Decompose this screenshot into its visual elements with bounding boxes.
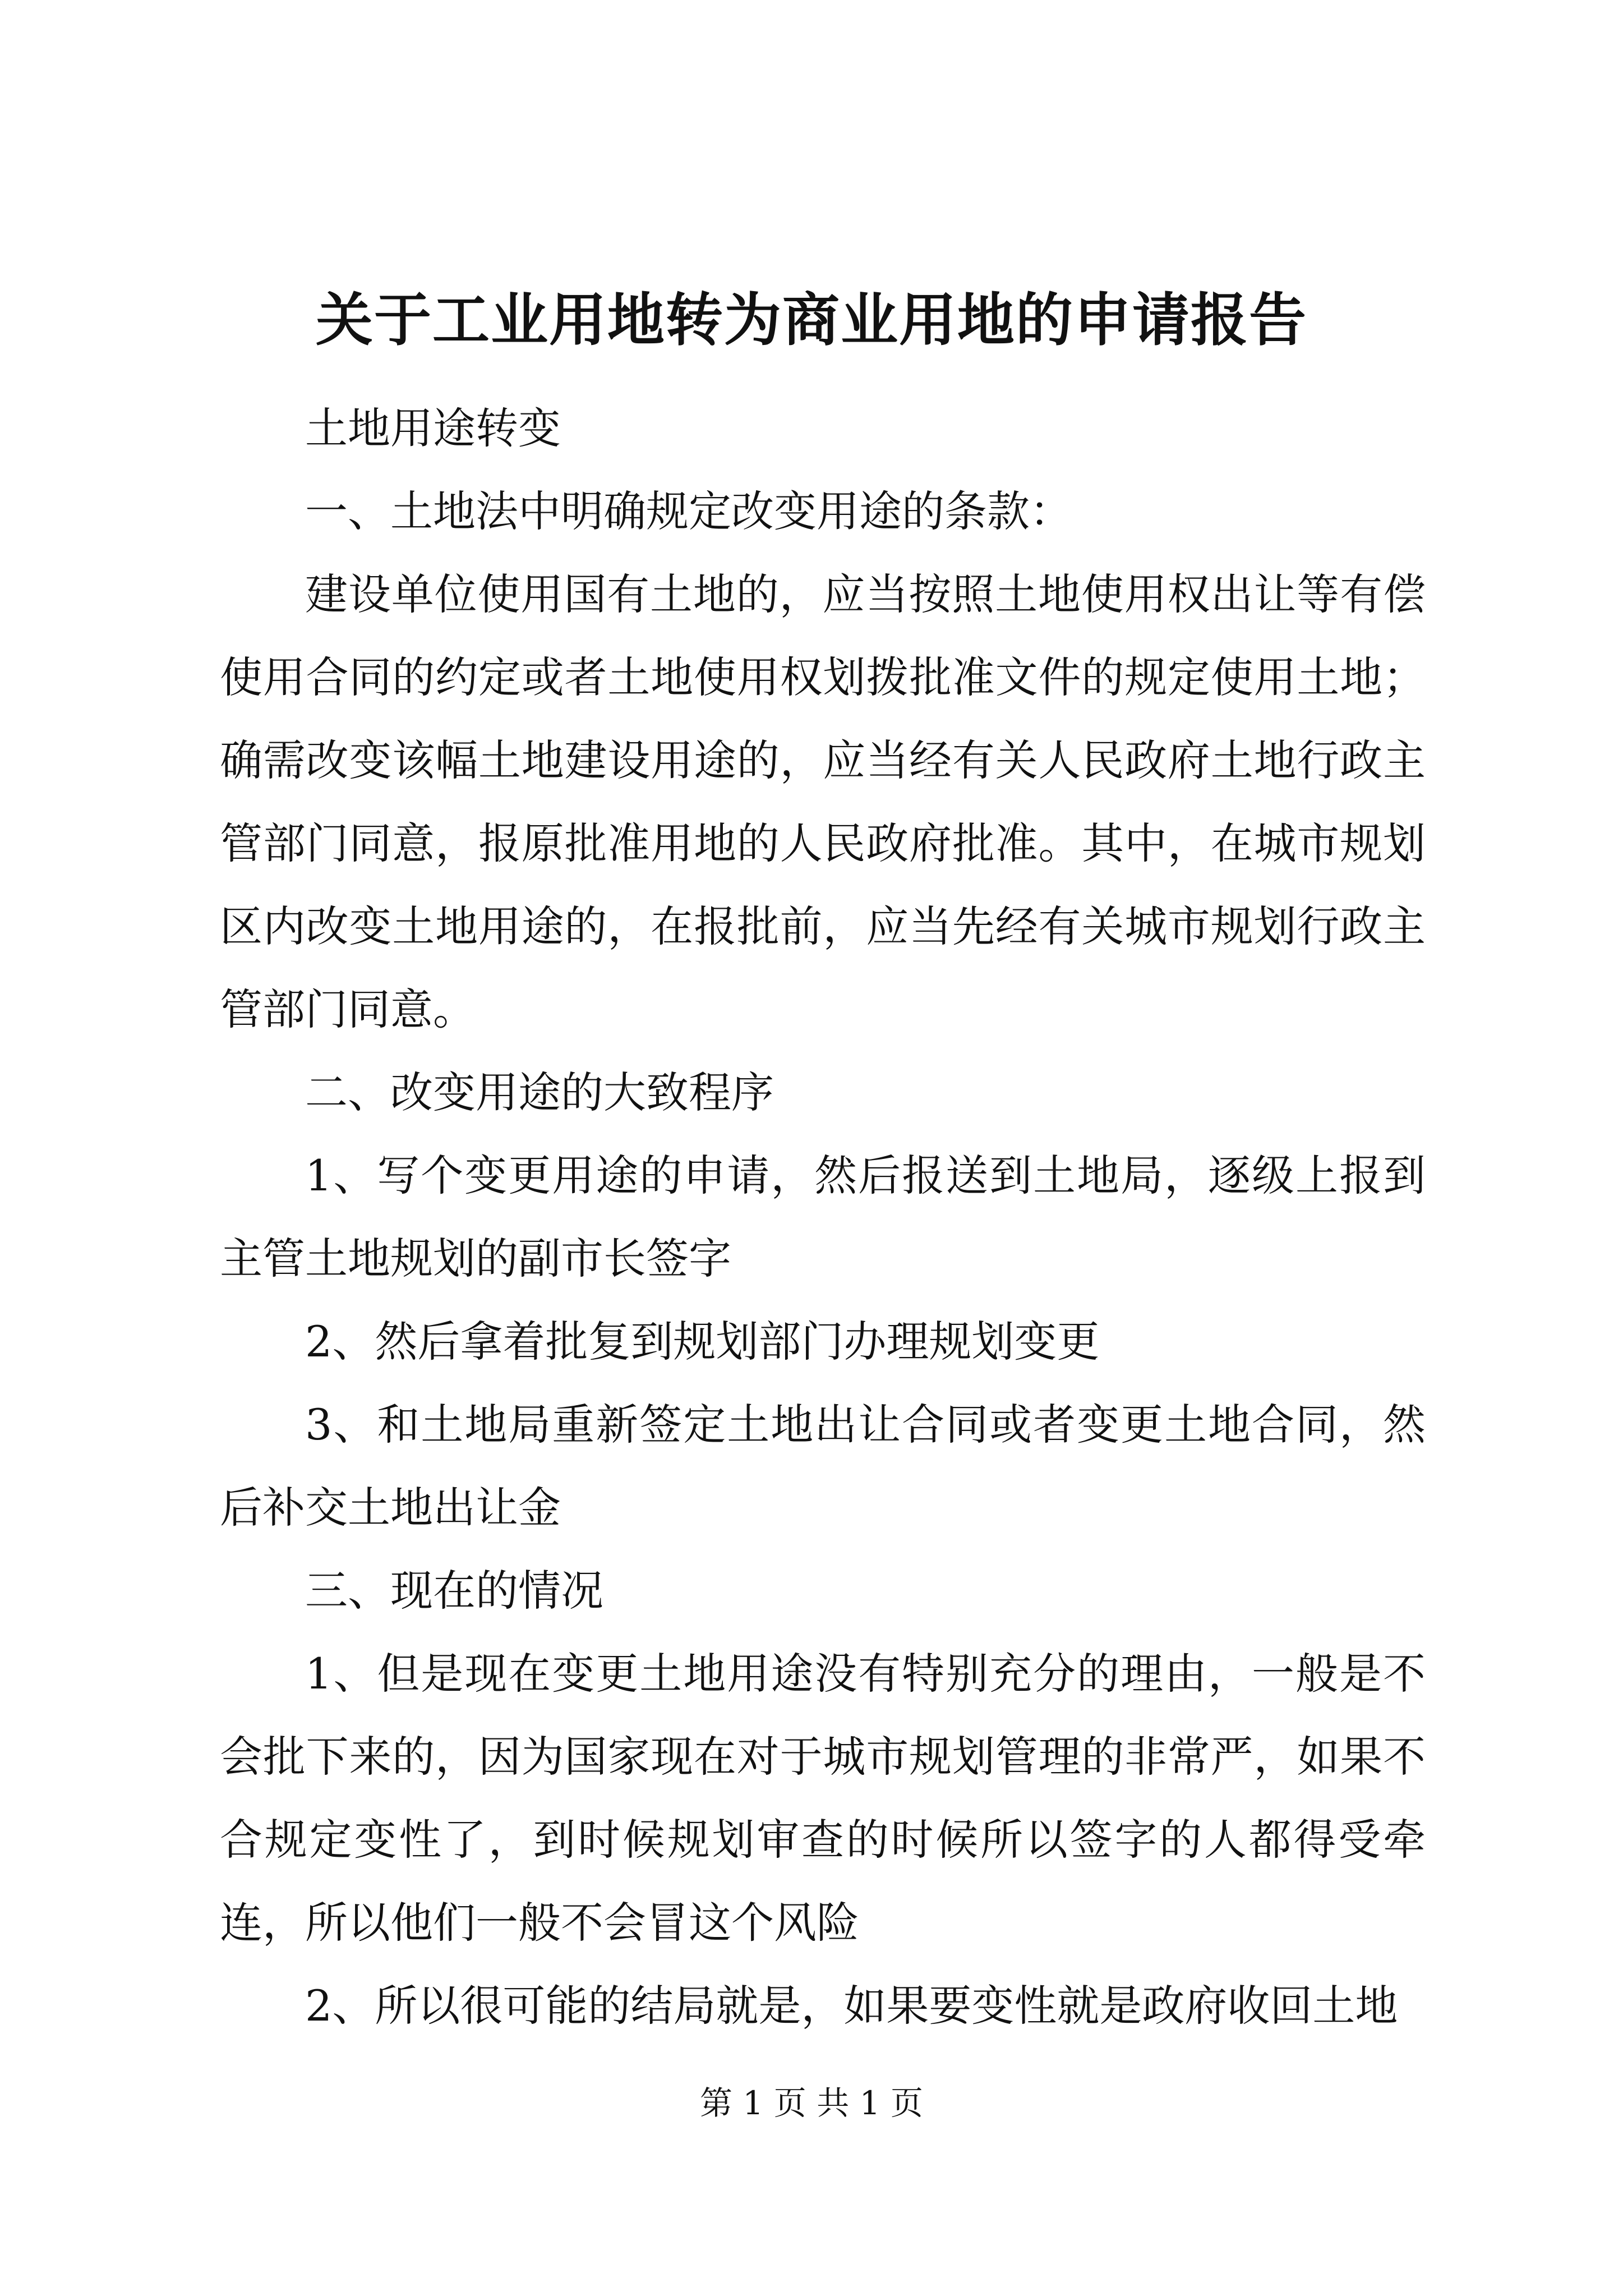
section-heading: 一、土地法中明确规定改变用途的条款： xyxy=(305,486,1072,536)
page-footer: 第 1 页 共 1 页 xyxy=(700,2084,923,2122)
list-item: 3、和土地局重新签定土地出让合同或者变更土地合同，然后补交土地出让金 xyxy=(220,1400,1426,1533)
list-item: 2、然后拿着批复到规划部门办理规划变更 xyxy=(305,1317,1100,1366)
paragraph: 建设单位使用国有土地的，应当按照土地使用权出让等有偿使用合同的约定或者土地使用权划拨批准文件的规定使用土地；确需改变该幅土地建设用途的，应当经有关人民政府土地行政主管部门同意，报原批准用地的人民政府批准。其中，在城市规划区内改变土地用途的，在报批前，应当先经有关城市规划行政主管部门同意。 xyxy=(220,569,1426,1034)
document-body xyxy=(220,387,1426,2047)
section-heading: 三、现在的情况 xyxy=(305,1566,603,1616)
list-item: 1、写个变更用途的申请，然后报送到土地局，逐级上报到主管土地规划的副市长签字 xyxy=(220,1151,1426,1283)
list-item: 2、所以很可能的结局就是，如果要变性就是政府收回土地 xyxy=(305,1981,1398,2031)
list-item: 1、但是现在变更土地用途没有特别充分的理由，一般是不会批下来的，因为国家现在对于城市规划管理的非常严，如果不合规定变性了，到时候规划审查的时候所以签字的人都得受牵连，所以他们一般不会冒这个风险 xyxy=(220,1649,1426,1948)
document-title: 关于工业用地转为商业用地的申请报告 xyxy=(316,287,1307,354)
paragraph: 土地用途转变 xyxy=(305,403,561,453)
section-heading: 二、改变用途的大致程序 xyxy=(305,1068,774,1117)
